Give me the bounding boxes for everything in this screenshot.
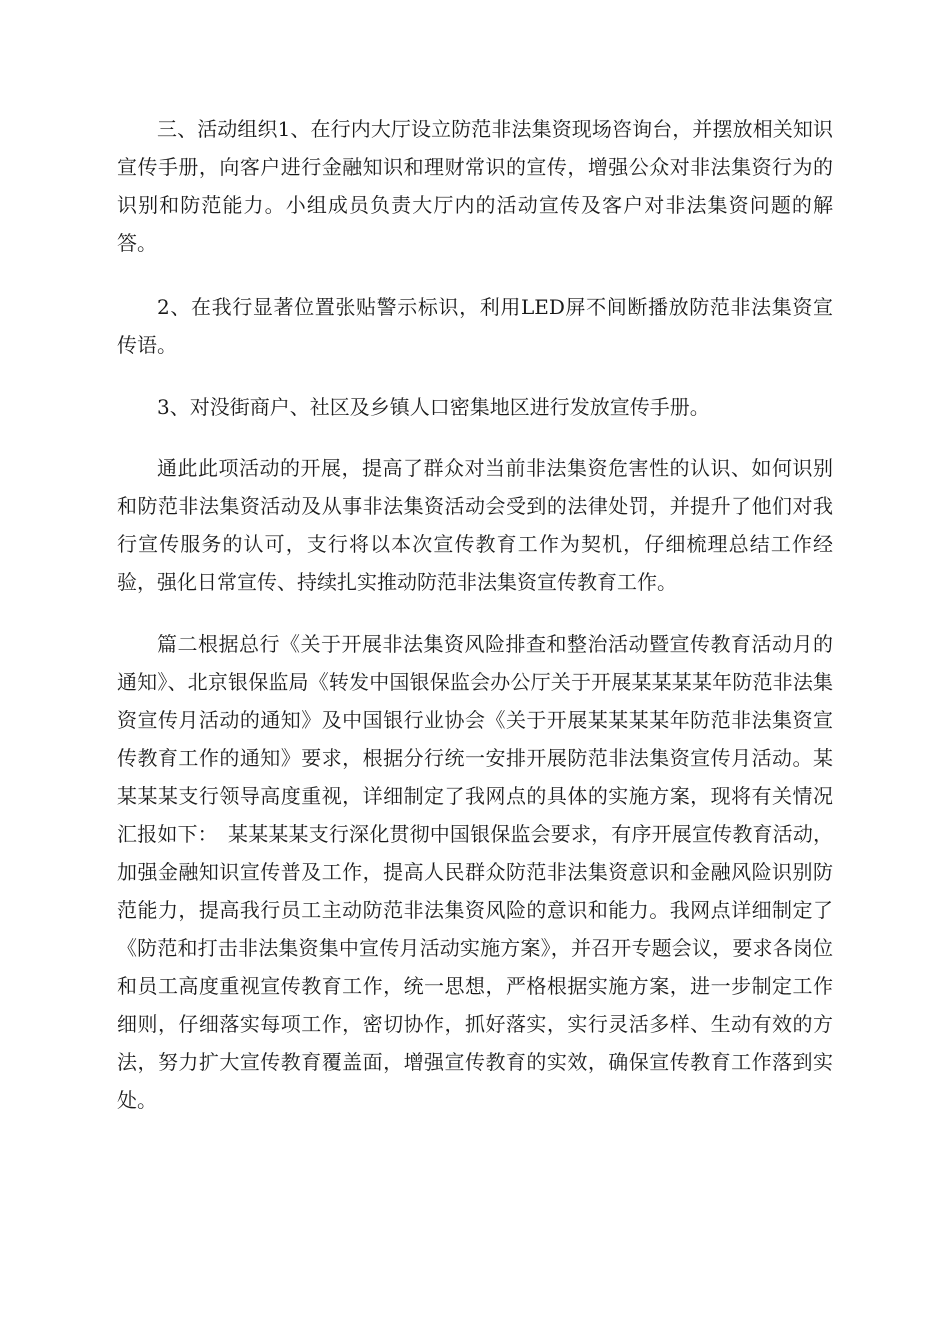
document-body [117,110,833,1141]
paragraph-activity-results: 通此此项活动的开展，提高了群众对当前非法集资危害性的认识、如何识别和防范非法集资活动及从事非法集资活动会受到的法律处罚，并提升了他们对我行宣传服务的认可，支行将以本次宣传教育工作为契机，仔细梳理总结工作经验，强化日常宣传、持续扎实推动防范非法集资宣传教育工作。 [117,456,833,594]
paragraph-distribute-brochures: 3、对没街商户、社区及乡镇人口密集地区进行发放宣传手册。 [157,395,710,419]
paragraph-activity-organization: 三、活动组织1、在行内大厅设立防范非法集资现场咨询台，并摆放相关知识宣传手册，向客户进行金融知识和理财常识的宣传，增强公众对非法集资行为的识别和防范能力。小组成员负责大厅内的活动宣传及客户对非法集资问题的解答。 [117,117,833,255]
paragraph-led-warning: 2、在我行显著位置张贴警示标识，利用LED屏不间断播放防范非法集资宣传语。 [117,295,833,357]
paragraph-part-two: 篇二根据总行《关于开展非法集资风险排查和整治活动暨宣传教育活动月的通知》、北京银保监局《转发中国银保监会办公厅关于开展某某某某年防范非法集资宣传月活动的通知》及中国银行业协会《关于开展某某某某年防范非法集资宣传教育工作的通知》要求，根据分行统一安排开展防范非法集资宣传月活动。某某某某支行领导高度重视，详细制定了我网点的具体的实施方案，现将有关情况汇报如下： 某某某某支行深化贯彻中国银保监会要求，有序开展宣传教育活动，加强金融知识宣传普及工作，提高人民群众防范非法集资意识和金融风险识别防范能力，提高我行员工主动防范非法集资风险的意识和能力。我网点详细制定了《防范和打击非法集资集中宣传月活动实施方案》，并召开专题会议，要求各岗位和员工高度重视宣传教育工作，统一思想，严格根据实施方案，进一步制定工作细则，仔细落实每项工作，密切协作，抓好落实，实行灵活多样、生动有效的方法，努力扩大宣传教育覆盖面，增强宣传教育的实效，确保宣传教育工作落到实处。 [117,632,833,1112]
